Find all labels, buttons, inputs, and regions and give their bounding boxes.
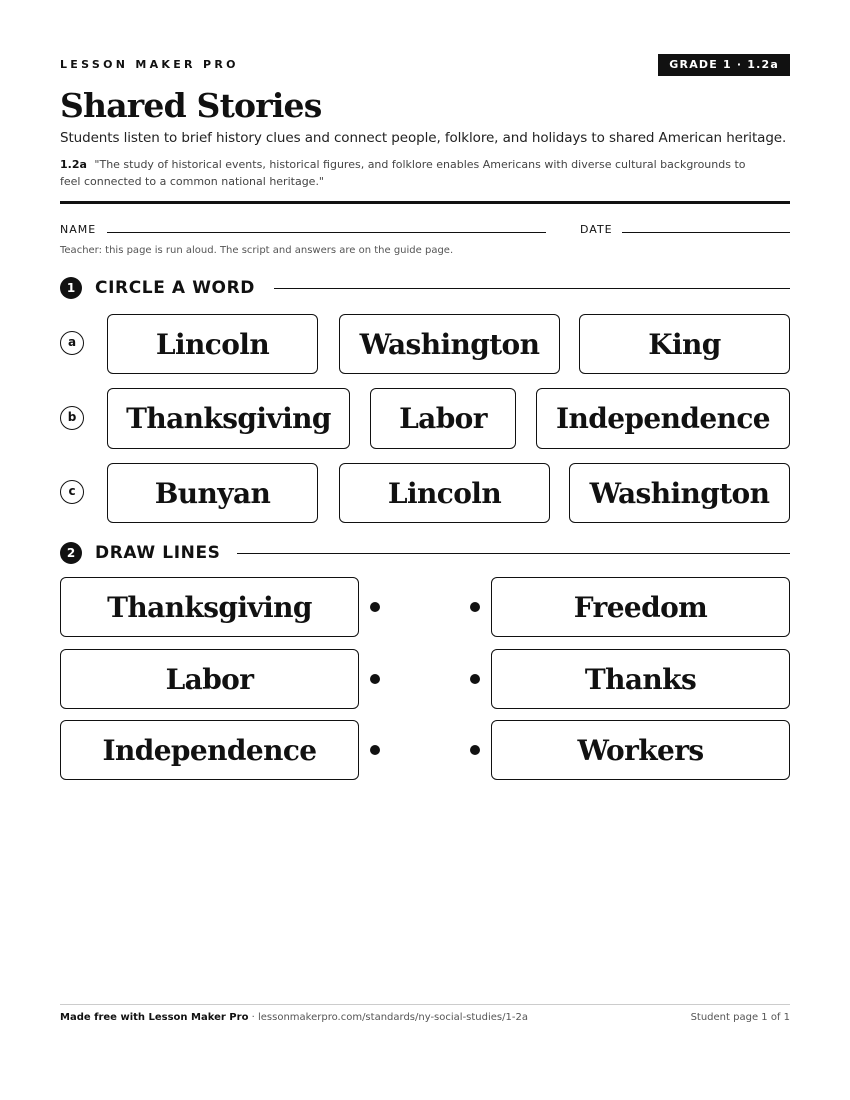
row-letter-a: a: [60, 331, 84, 355]
section-rule: [274, 288, 790, 289]
match-dot-left[interactable]: [370, 674, 380, 684]
section-circle-a-word: [60, 277, 790, 301]
match-dot-right[interactable]: [470, 674, 480, 684]
section-rule: [237, 553, 790, 554]
footer-credit: [60, 1012, 528, 1023]
word-choice[interactable]: Thanksgiving: [107, 388, 350, 449]
section-label: CIRCLE A WORD: [95, 277, 267, 299]
date-field[interactable]: [622, 232, 790, 233]
footer-made-with: Made free with Lesson Maker Pro: [60, 1012, 249, 1023]
match-dot-left[interactable]: [370, 745, 380, 755]
match-right-item[interactable]: Freedom: [491, 577, 790, 637]
match-dot-left[interactable]: [370, 602, 380, 612]
match-left-item[interactable]: Thanksgiving: [60, 577, 359, 637]
word-choice[interactable]: Lincoln: [107, 314, 318, 374]
standard-code: 1.2a: [60, 158, 87, 171]
name-label: NAME: [60, 223, 97, 236]
worksheet-page: [60, 0, 790, 1100]
word-choice[interactable]: Washington: [339, 314, 560, 374]
footer-divider: [60, 1004, 790, 1005]
section-draw-lines: [60, 542, 790, 566]
date-label: DATE: [580, 223, 613, 236]
header-divider: [60, 201, 790, 204]
section-label: DRAW LINES: [95, 542, 233, 564]
footer-url[interactable]: · lessonmakerpro.com/standards/ny-social-studies/1-2a: [248, 1012, 528, 1023]
grade-badge: GRADE 1 · 1.2a: [658, 54, 790, 76]
match-left-item[interactable]: Labor: [60, 649, 359, 709]
match-left-item[interactable]: Independence: [60, 720, 359, 780]
standard-description: [60, 156, 760, 190]
match-dot-right[interactable]: [470, 745, 480, 755]
word-choice[interactable]: Washington: [569, 463, 790, 523]
word-choice[interactable]: Lincoln: [339, 463, 550, 523]
brand-name: LESSON MAKER PRO: [60, 58, 239, 71]
page-title: Shared Stories: [60, 86, 322, 125]
section-number: 1: [60, 277, 82, 299]
name-field[interactable]: [107, 232, 546, 233]
word-choice[interactable]: Labor: [370, 388, 516, 449]
section-number: 2: [60, 542, 82, 564]
standard-text: "The study of historical events, historical figures, and folklore enables Americans with diverse cultural backgrounds to feel connected to a common national heritage.": [60, 158, 746, 188]
match-dot-right[interactable]: [470, 602, 480, 612]
match-right-item[interactable]: Workers: [491, 720, 790, 780]
match-right-item[interactable]: Thanks: [491, 649, 790, 709]
word-choice[interactable]: King: [579, 314, 790, 374]
word-choice[interactable]: Bunyan: [107, 463, 318, 523]
row-letter-c: c: [60, 480, 84, 504]
page-subtitle: Students listen to brief history clues and connect people, folklore, and holidays to shared American heritage.: [60, 130, 787, 146]
footer-page-number: Student page 1 of 1: [690, 1012, 790, 1023]
word-choice[interactable]: Independence: [536, 388, 790, 449]
teacher-note: Teacher: this page is run aloud. The script and answers are on the guide page.: [60, 245, 454, 256]
row-letter-b: b: [60, 406, 84, 430]
